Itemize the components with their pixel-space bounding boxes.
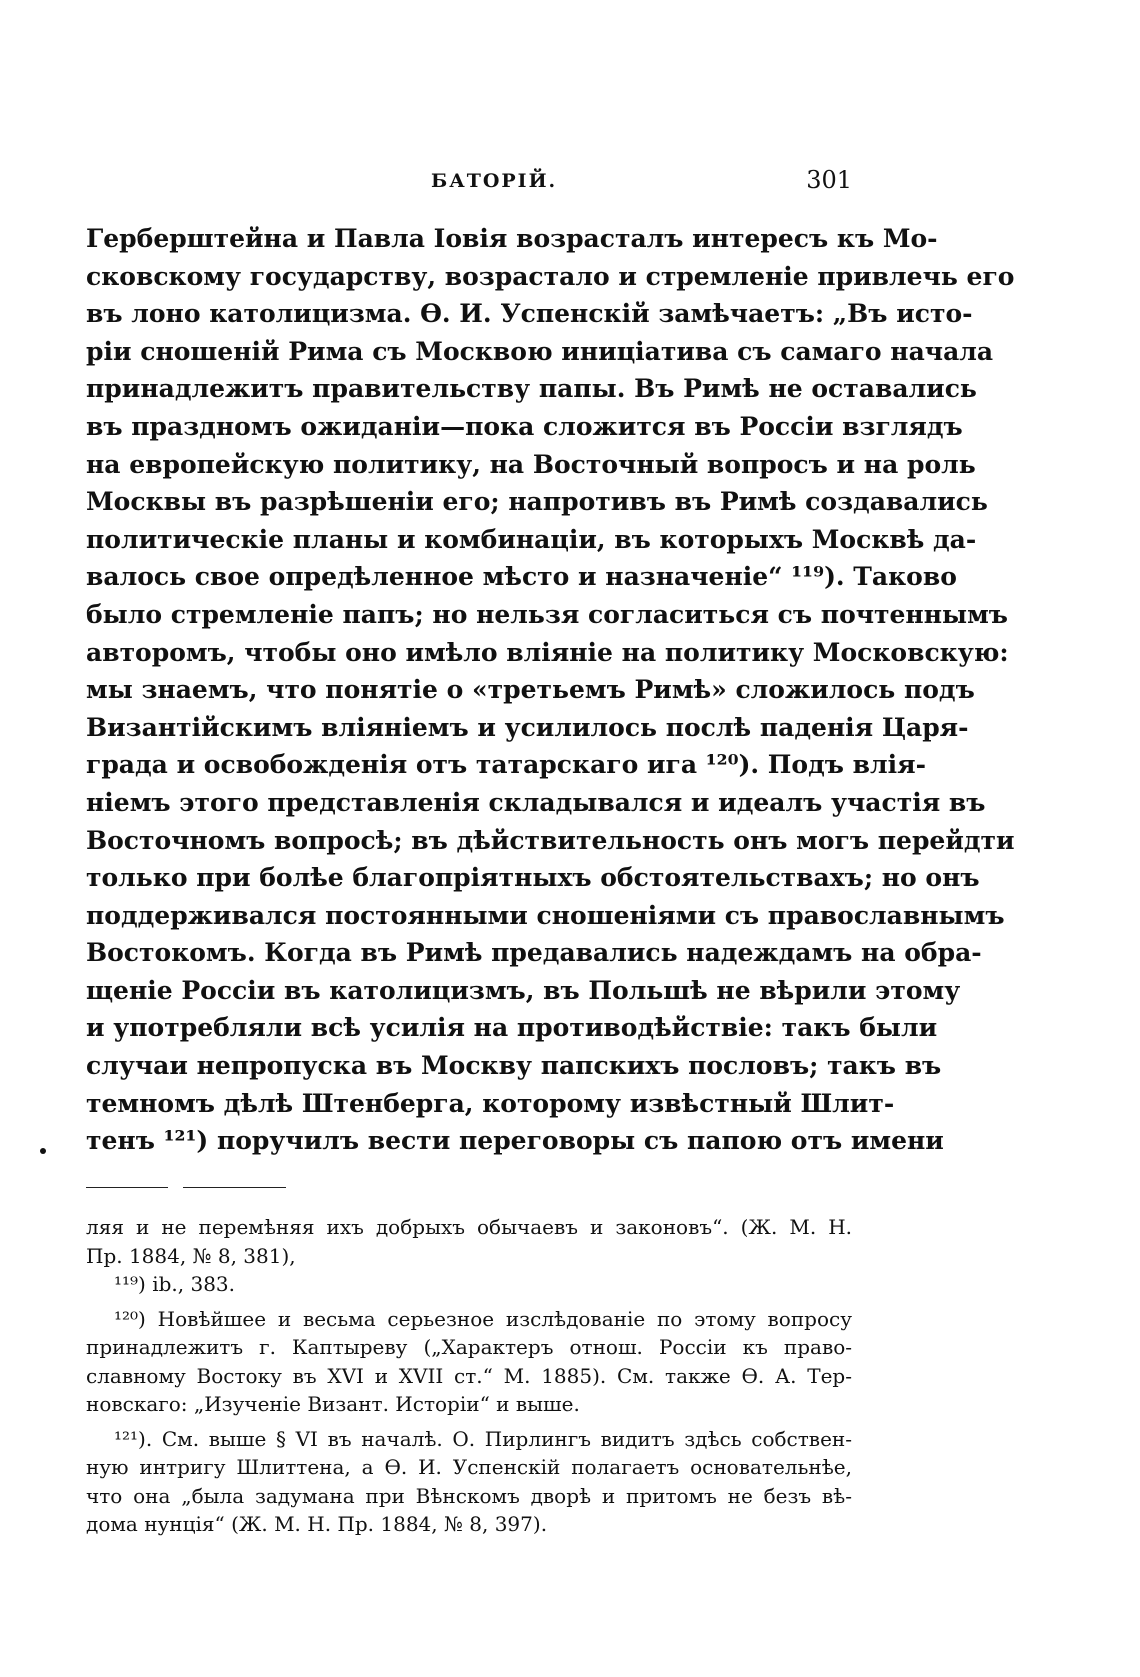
text-line: было стремленіе папъ; но нельзя согласиться съ почтеннымъ xyxy=(86,599,1008,629)
text-line: на европейскую политику, на Восточный вопросъ и на роль xyxy=(86,449,976,479)
text-line: мы знаемъ, что понятіе о «третьемъ Римѣ» сложилось подъ xyxy=(86,675,975,705)
text-line: Востокомъ. Когда въ Римѣ предавались надеждамъ на обра- xyxy=(86,938,982,968)
text-line: Византійскимъ вліяніемъ и усилилось послѣ паденія Царя- xyxy=(86,712,969,742)
text-line: Герберштейна и Павла Іовія возрасталъ интересъ къ Мо- xyxy=(86,224,938,253)
footnote-line: Пр. 1884, № 8, 381), xyxy=(86,1243,296,1268)
text-line: тенъ ¹²¹) поручилъ вести переговоры съ папою отъ имени xyxy=(86,1126,944,1156)
text-line: сковскому государству, возрастало и стремленіе привлечь его xyxy=(86,261,1015,291)
text-line: принадлежитъ правительству папы. Въ Римѣ не оставались xyxy=(86,374,977,404)
footnote-121-line: что она „была задумана при Вѣнскомъ дворѣ и притомъ не безъ вѣ- xyxy=(86,1483,852,1508)
text-line: въ лоно католицизма. Ѳ. И. Успенскій замѣчаетъ: „Въ исто- xyxy=(86,299,973,329)
footnote-119: ¹¹⁹) ib., 383. xyxy=(114,1272,236,1296)
footnote-divider xyxy=(183,1187,286,1188)
footnote-120-line: новскаго: „Изученіе Визант. Исторіи“ и выше. xyxy=(86,1392,580,1416)
text-line: случаи непропуска въ Москву папскихъ пословъ; такъ въ xyxy=(86,1051,942,1081)
page-number: 301 xyxy=(806,166,852,194)
footnote-divider xyxy=(86,1187,168,1188)
margin-mark xyxy=(40,1148,46,1154)
footnote-120-line: ¹²⁰) Новѣйшее и весьма серьезное изслѣдованіе по этому вопросу xyxy=(114,1306,852,1331)
text-line: политическіе планы и комбинаціи, въ которыхъ Москвѣ да- xyxy=(86,524,977,554)
footnote-121-line: дома нунція“ (Ж. М. Н. Пр. 1884, № 8, 397). xyxy=(86,1512,548,1536)
running-head: БАТОРІЙ. xyxy=(431,170,558,192)
text-line: валось свое опредѣленное мѣсто и назначеніе“ ¹¹⁹). Таково xyxy=(86,562,957,592)
footnote-line: ляя и не перемѣняя ихъ добрыхъ обычаевъ и законовъ“. (Ж. М. Н. xyxy=(86,1215,852,1239)
text-line: только при болѣе благопріятныхъ обстоятельствахъ; но онъ xyxy=(86,863,980,893)
text-line: авторомъ, чтобы оно имѣло вліяніе на политику Московскую: xyxy=(86,637,1009,667)
footnote-121-line: ¹²¹). См. выше § VI въ началѣ. О. Пирлингъ видитъ здѣсь собствен- xyxy=(114,1426,852,1451)
text-line: темномъ дѣлѣ Штенберга, которому извѣстный Шлит- xyxy=(86,1088,895,1118)
text-line: Москвы въ разрѣшеніи его; напротивъ въ Римѣ создавались xyxy=(86,487,988,517)
main-text xyxy=(86,220,1015,1160)
footnote-121-line: ную интригу Шлиттена, а Ѳ. И. Успенскій полагаетъ основательнѣе, xyxy=(86,1455,852,1479)
text-line: щеніе Россіи въ католицизмъ, въ Польшѣ не вѣрили этому xyxy=(86,975,961,1005)
text-line: и употребляли всѣ усилія на противодѣйствіе: такъ были xyxy=(86,1013,938,1043)
footnote-120-line: принадлежитъ г. Каптыреву („Характеръ отнош. Россіи къ право- xyxy=(86,1335,852,1359)
text-line: града и освобожденія отъ татарскаго ига ¹²⁰). Подъ влія- xyxy=(86,750,926,780)
footnotes xyxy=(86,1213,852,1539)
page-header xyxy=(86,166,852,206)
text-line: въ праздномъ ожиданіи—пока сложится въ Россіи взглядъ xyxy=(86,411,963,441)
text-line: Восточномъ вопросѣ; въ дѣйствительность онъ могъ перейдти xyxy=(86,825,1015,855)
text-line: поддерживался постоянными сношеніями съ православнымъ xyxy=(86,900,1005,930)
footnote-120-line: славному Востоку въ XVI и XVII ст.“ М. 1885). См. также Ѳ. А. Тер- xyxy=(86,1363,852,1388)
text-line: ніемъ этого представленія складывался и идеалъ участія въ xyxy=(86,787,986,817)
text-line: ріи сношеній Рима съ Москвою иниціатива съ самаго начала xyxy=(86,336,994,366)
